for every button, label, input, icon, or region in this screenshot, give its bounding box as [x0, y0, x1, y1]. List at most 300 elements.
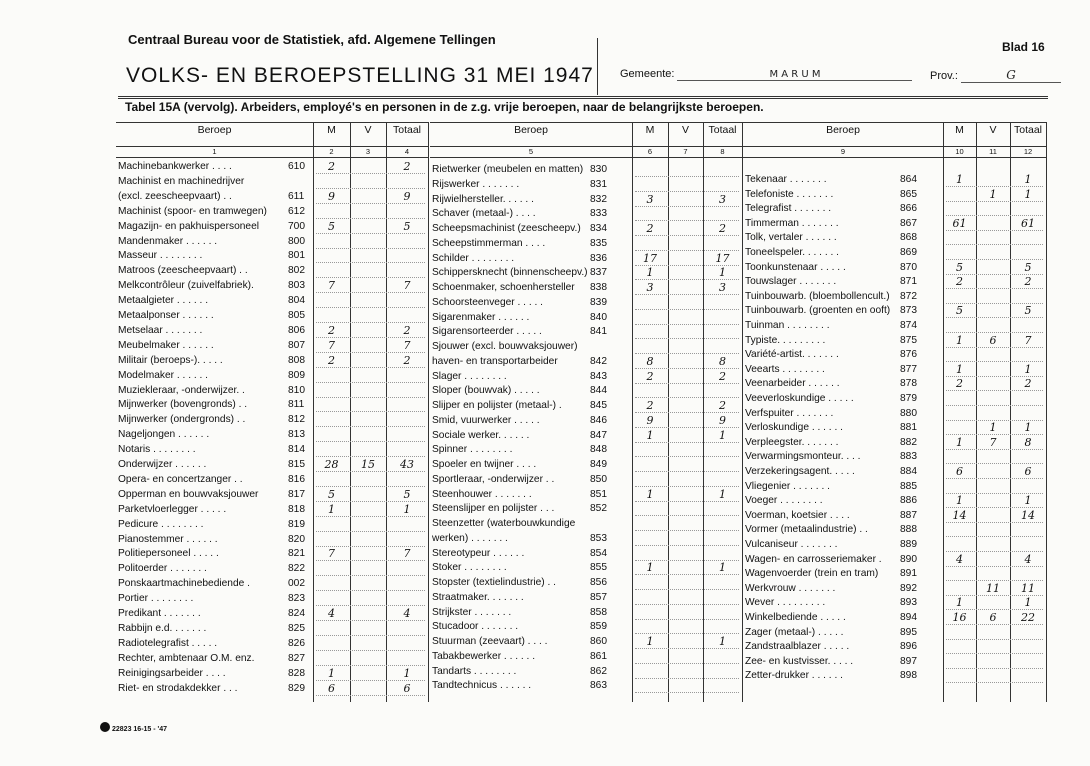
row-dotted-rule [635, 545, 739, 546]
row-dotted-rule [316, 590, 425, 591]
occupation-code: 856 [590, 577, 607, 588]
row-dotted-rule [635, 191, 739, 192]
row-dotted-rule [635, 486, 739, 487]
count-men: 4 [956, 552, 963, 566]
count-women: 6 [989, 611, 997, 624]
count-total: 4 [403, 607, 411, 620]
occupation-code: 845 [590, 400, 607, 411]
province-field [930, 68, 1061, 83]
block2-col-line-4 [742, 122, 743, 702]
occupation-label: Radiotelegrafist . . . . . [118, 637, 218, 649]
block2-column-number-4: 8 [720, 147, 725, 156]
block3-column-number-4: 12 [1023, 147, 1033, 156]
row-dotted-rule [946, 653, 1043, 654]
occupation-label: Telefoniste . . . . . . . [745, 188, 834, 200]
block1-header-m: M [327, 124, 336, 136]
count-men: 7 [328, 279, 335, 293]
row-dotted-rule [316, 307, 425, 308]
count-total: 1 [719, 487, 726, 501]
occupation-code: 828 [288, 667, 305, 679]
count-total: 5 [403, 219, 411, 233]
occupation-label: Rietwerker (meubelen en matten) [432, 164, 584, 175]
occupation-label: Predikant . . . . . . . [118, 608, 201, 619]
occupation-label: Slijper en polijster (metaal-) . [432, 400, 562, 411]
occupation-label: Mijnwerker (bovengronds) . . [118, 399, 248, 411]
row-dotted-rule [316, 486, 425, 487]
occupation-code: 821 [288, 548, 305, 560]
count-men: 1 [956, 362, 963, 376]
occupation-code: 810 [288, 384, 305, 396]
occupation-code: 838 [590, 282, 607, 293]
occupation-label: Nageljongen . . . . . . [118, 429, 210, 441]
occupation-code: 858 [590, 606, 607, 618]
occupation-code: 841 [590, 326, 607, 338]
row-dotted-rule [316, 426, 425, 427]
block1-column-number-4: 4 [404, 147, 410, 156]
occupation-code: 829 [288, 682, 305, 694]
count-men: 17 [643, 251, 657, 265]
row-dotted-rule [316, 262, 425, 263]
count-total: 3 [719, 281, 726, 294]
count-men: 5 [956, 260, 963, 274]
row-dotted-rule [635, 294, 739, 295]
occupation-label: Scheepsmachinist (zeescheepv.) [432, 223, 581, 234]
count-total: 6 [403, 681, 411, 695]
occupation-code: 876 [900, 349, 917, 361]
block3-header-beroep: Beroep [826, 124, 860, 136]
occupation-code: 884 [900, 466, 917, 477]
gemeente-field [620, 68, 912, 81]
row-dotted-rule [316, 456, 425, 457]
count-total: 1 [1024, 596, 1032, 610]
header-divider [597, 38, 598, 95]
row-dotted-rule [635, 442, 739, 443]
row-dotted-rule [635, 368, 739, 369]
count-women: 1 [989, 421, 997, 435]
occupation-code: 895 [900, 626, 917, 638]
occupation-code: 822 [288, 563, 305, 575]
occupation-label: Schoenmaker, schoenhersteller [432, 282, 575, 293]
row-dotted-rule [316, 382, 425, 383]
count-total: 3 [719, 192, 726, 206]
count-men: 1 [646, 487, 654, 501]
row-dotted-rule [635, 648, 739, 649]
occupation-label: Vulcaniseur . . . . . . . [745, 539, 838, 550]
occupation-code: 886 [900, 495, 917, 507]
occupation-code: 852 [590, 503, 607, 515]
gemeente-value: M A R U M [677, 69, 912, 81]
row-dotted-rule [946, 522, 1043, 523]
count-men: 5 [328, 487, 335, 501]
occupation-code: 820 [288, 533, 305, 545]
row-dotted-rule [316, 367, 425, 368]
occupation-code: 844 [590, 385, 607, 397]
occupation-code: 833 [590, 208, 607, 220]
row-dotted-rule [316, 650, 425, 651]
occupation-label: Metselaar . . . . . . . [118, 324, 203, 336]
occupation-label: Verpleegster. . . . . . . [745, 436, 839, 448]
count-men: 2 [956, 377, 963, 391]
row-dotted-rule [635, 412, 739, 413]
occupation-label: Steenhouwer . . . . . . . [432, 488, 532, 500]
count-total: 1 [1024, 362, 1032, 376]
occupation-label: Machinebankwerker . . . . [118, 161, 232, 172]
occupation-code: 898 [900, 670, 917, 682]
occupation-code: 877 [900, 363, 917, 375]
occupation-code: 872 [900, 290, 917, 302]
row-dotted-rule [316, 471, 425, 472]
row-dotted-rule [316, 277, 425, 278]
occupation-label: Machinist (spoor- en tramwegen) [118, 205, 267, 217]
occupation-label: Militair (beroeps-). . . . . [118, 354, 223, 366]
occupation-code: 803 [288, 280, 305, 292]
occupation-code: 815 [288, 459, 305, 470]
occupation-code: 897 [900, 655, 917, 667]
row-dotted-rule [316, 173, 425, 174]
occupation-label: Sportleraar, -onderwijzer . . [432, 473, 555, 485]
occupation-code: 819 [288, 518, 305, 530]
occupation-code: 807 [288, 339, 305, 351]
occupation-code: 002 [288, 578, 305, 590]
occupation-code: 891 [900, 568, 917, 580]
row-dotted-rule [635, 250, 739, 251]
occupation-code: 857 [590, 591, 607, 603]
count-men: 28 [324, 458, 339, 471]
count-total: 1 [1024, 494, 1032, 508]
occupation-code: 837 [590, 267, 607, 279]
occupation-label: Voeger . . . . . . . . [745, 495, 823, 507]
row-dotted-rule [635, 574, 739, 575]
occupation-label: Stucadoor . . . . . . . [432, 621, 519, 633]
occupation-label: Rijwielhersteller. . . . . . [432, 193, 534, 205]
occupation-label: Tabakbewerker . . . . . . [432, 650, 536, 662]
count-women: 1 [989, 187, 997, 201]
occupation-label: Sjouwer (excl. bouwvaksjouwer) [432, 341, 578, 352]
occupation-code: 894 [900, 612, 917, 623]
occupation-code: 801 [288, 250, 305, 262]
bureau-heading: Centraal Bureau voor de Statistiek, afd. Algemene Tellingen [128, 32, 496, 47]
block1-header-totaal: Totaal [392, 124, 422, 136]
occupation-code: 800 [288, 235, 305, 247]
row-dotted-rule [316, 546, 425, 547]
count-men: 6 [956, 465, 963, 478]
count-men: 2 [956, 275, 963, 289]
row-dotted-rule [635, 324, 739, 325]
count-total: 7 [1024, 333, 1032, 347]
occupation-label: Strijkster . . . . . . . [432, 606, 512, 618]
occupation-code: 870 [900, 261, 917, 273]
row-dotted-rule [946, 244, 1043, 245]
count-total: 1 [719, 428, 726, 442]
occupation-label: Vliegenier . . . . . . . [745, 480, 830, 492]
count-men: 2 [328, 160, 335, 173]
print-code: 22823 16-15 - '47 [112, 726, 167, 733]
row-dotted-rule [946, 259, 1043, 260]
row-dotted-rule [316, 248, 425, 249]
occupation-code: 836 [590, 252, 607, 264]
occupation-code: 700 [288, 220, 305, 232]
block3-column-number-2: 10 [955, 147, 964, 156]
occupation-label: Zager (metaal-) . . . . . [745, 626, 844, 638]
block1-top-rule [116, 122, 428, 123]
count-total: 5 [1024, 304, 1032, 318]
occupation-label: Steenzetter (waterbouwkundige [432, 518, 576, 529]
occupation-label: Matroos (zeescheepvaart) . . [118, 265, 248, 277]
row-dotted-rule [316, 620, 425, 621]
row-dotted-rule [635, 471, 739, 472]
occupation-code: 863 [590, 680, 607, 692]
block2-header-m: M [645, 124, 655, 136]
count-men: 7 [328, 547, 335, 561]
row-dotted-rule [635, 692, 739, 693]
count-total: 5 [1024, 260, 1032, 274]
row-dotted-rule [635, 515, 739, 516]
occupation-label: Zetter-drukker . . . . . . [745, 670, 843, 682]
occupation-code: 859 [590, 621, 607, 633]
count-men: 9 [328, 189, 335, 203]
occupation-label: Schoorsteenveger . . . . . [432, 296, 543, 308]
occupation-label: Sloper (bouwvak) . . . . . [432, 385, 540, 397]
occupation-label: Rijswerker . . . . . . . [432, 178, 520, 190]
header-rule [118, 96, 1048, 97]
province-label: Prov.: [930, 70, 958, 82]
occupation-label: Stuurman (zeevaart) . . . . [432, 636, 548, 647]
occupation-code: 811 [288, 399, 305, 411]
row-dotted-rule [635, 427, 739, 428]
occupation-label: Schilder . . . . . . . . [432, 252, 515, 264]
count-men: 7 [328, 338, 335, 352]
row-dotted-rule [946, 288, 1043, 289]
occupation-label: Slager . . . . . . . . [432, 370, 507, 382]
occupation-label: Rechter, ambtenaar O.M. enz. [118, 652, 255, 664]
row-dotted-rule [946, 536, 1043, 537]
count-men: 5 [956, 304, 963, 318]
count-total: 1 [719, 561, 726, 575]
occupation-code: 830 [590, 164, 607, 175]
count-men: 1 [956, 596, 963, 610]
occupation-code: 890 [900, 553, 917, 565]
count-men: 5 [328, 219, 335, 233]
count-men: 61 [952, 216, 967, 230]
block3-header-totaal: Totaal [1013, 124, 1043, 136]
occupation-label: Riet- en strodakdekker . . . [118, 682, 238, 694]
occupation-code: 864 [900, 174, 917, 185]
count-total: 1 [1024, 421, 1032, 435]
occupation-label: Muziekleraar, -onderwijzer. . [118, 384, 245, 396]
count-total: 5 [403, 487, 411, 501]
occupation-label: Vormer (metaalindustrie) . . [745, 524, 868, 536]
count-total: 8 [719, 354, 726, 368]
occupation-label: Wever . . . . . . . . . [745, 597, 826, 609]
occupation-code: 848 [590, 444, 607, 456]
occupation-label: Pedicure . . . . . . . . [118, 518, 204, 530]
row-dotted-rule [635, 206, 739, 207]
row-dotted-rule [316, 680, 425, 681]
occupation-label: Veeverloskundige . . . . . [745, 393, 854, 404]
occupation-label: Pianostemmer . . . . . . [118, 533, 218, 545]
count-men: 2 [646, 399, 654, 412]
row-dotted-rule [316, 441, 425, 442]
block2-column-number-2: 6 [647, 147, 653, 156]
row-dotted-rule [316, 337, 425, 338]
block1-body-rule [116, 157, 428, 158]
occupation-code: 849 [590, 459, 607, 470]
count-total: 9 [719, 413, 726, 427]
row-dotted-rule [635, 678, 739, 679]
occupation-label: Sigarensorteerder . . . . . [432, 326, 542, 338]
count-total: 2 [403, 160, 411, 173]
row-dotted-rule [946, 566, 1043, 567]
row-dotted-rule [316, 501, 425, 502]
occupation-code: 843 [590, 370, 607, 382]
occupation-label: Typiste. . . . . . . . . [745, 334, 826, 346]
count-total: 17 [715, 251, 730, 265]
occupation-label: Magazijn- en pakhuispersoneel [118, 220, 260, 232]
count-total: 1 [719, 266, 726, 280]
block1-column-number-3: 3 [365, 147, 371, 156]
occupation-code: 879 [900, 393, 917, 404]
row-dotted-rule [635, 176, 739, 177]
count-total: 1 [403, 502, 411, 516]
row-dotted-rule [946, 551, 1043, 552]
row-dotted-rule [635, 353, 739, 354]
occupation-label: Onderwijzer . . . . . . [118, 459, 207, 470]
row-dotted-rule [316, 218, 425, 219]
block3-col-line-4 [1046, 122, 1047, 702]
occupation-label: Stopster (textielindustrie) . . [432, 577, 556, 588]
row-dotted-rule [946, 682, 1043, 683]
occupation-code: 874 [900, 320, 917, 331]
row-dotted-rule [635, 235, 739, 236]
row-dotted-rule [316, 695, 425, 696]
occupation-code: 875 [900, 334, 917, 346]
gemeente-label: Gemeente: [620, 68, 675, 80]
row-dotted-rule [946, 405, 1043, 406]
occupation-code: 813 [288, 429, 305, 441]
occupation-code: 868 [900, 232, 917, 244]
count-women: 7 [989, 435, 997, 449]
occupation-code: 885 [900, 480, 917, 492]
row-dotted-rule [946, 449, 1043, 450]
row-dotted-rule [946, 478, 1043, 479]
occupation-label: Telegrafist . . . . . . . [745, 203, 832, 215]
occupation-code: 878 [900, 378, 917, 390]
count-total: 2 [719, 222, 726, 235]
occupation-label: Schippersknecht (binnenscheepv.) [432, 267, 588, 279]
occupation-label: Zee- en kustvisser. . . . . [745, 655, 854, 667]
occupation-code: 832 [590, 193, 607, 205]
row-dotted-rule [316, 605, 425, 606]
occupation-code: 854 [590, 547, 607, 559]
occupation-label: Tolk, vertaler . . . . . . [745, 232, 837, 244]
block3-body-rule [743, 157, 1046, 158]
occupation-code: 834 [590, 223, 607, 234]
occupation-label: Verloskundige . . . . . . [745, 422, 843, 434]
occupation-label: Sigarenmaker . . . . . . [432, 311, 530, 323]
occupation-code: 888 [900, 524, 917, 536]
occupation-label: Melkcontrôleur (zuivelfabriek). [118, 280, 254, 292]
occupation-code: 850 [590, 473, 607, 485]
row-dotted-rule [635, 501, 739, 502]
occupation-label: Tuinman . . . . . . . . [745, 320, 830, 331]
occupation-code: 814 [288, 444, 305, 456]
occupation-label: Spinner . . . . . . . . [432, 444, 513, 456]
occupation-label: Rabbijn e.d. . . . . . . [118, 622, 207, 634]
count-men: 1 [956, 173, 963, 186]
occupation-label: Portier . . . . . . . . [118, 593, 194, 605]
count-total: 7 [403, 338, 411, 352]
occupation-code: 889 [900, 539, 917, 550]
count-men: 2 [646, 369, 654, 383]
block1-column-number-1: 1 [212, 147, 217, 156]
occupation-label: Masseur . . . . . . . . [118, 250, 203, 262]
occupation-code: 611 [288, 190, 305, 202]
count-men: 2 [646, 222, 654, 235]
count-total: 2 [1024, 377, 1032, 391]
occupation-label: Schaver (metaal-) . . . . [432, 208, 536, 220]
count-men: 3 [646, 281, 654, 294]
occupation-label: Voerman, koetsier . . . . [745, 509, 850, 521]
count-men: 1 [646, 561, 654, 575]
row-dotted-rule [316, 560, 425, 561]
row-dotted-rule [316, 531, 425, 532]
row-dotted-rule [316, 188, 425, 189]
row-dotted-rule [946, 186, 1043, 187]
count-women: 15 [361, 458, 375, 471]
occupation-code: 831 [590, 178, 607, 190]
row-dotted-rule [635, 456, 739, 457]
occupation-code: 839 [590, 296, 607, 308]
occupation-label: Verfspuiter . . . . . . . [745, 407, 834, 419]
occupation-label: Toneelspeler. . . . . . . [745, 247, 839, 258]
occupation-label: Modelmaker . . . . . . [118, 369, 209, 381]
occupation-code: 825 [288, 622, 305, 634]
row-dotted-rule [316, 411, 425, 412]
block3-header-m: M [955, 124, 964, 136]
occupation-code: 865 [900, 188, 917, 200]
occupation-code: 827 [288, 652, 305, 664]
block3-column-number-1: 9 [840, 147, 846, 156]
occupation-label: werken) . . . . . . . [432, 532, 508, 544]
row-dotted-rule [316, 635, 425, 636]
occupation-code: 802 [288, 265, 305, 277]
block3-header-v: V [989, 124, 997, 136]
row-dotted-rule [316, 322, 425, 323]
count-men: 1 [646, 428, 654, 442]
occupation-code: 806 [288, 324, 305, 336]
block3-top-rule [743, 122, 1046, 123]
row-dotted-rule [946, 668, 1043, 669]
occupation-code: 804 [288, 295, 305, 307]
block2-header-totaal: Totaal [708, 124, 737, 136]
row-dotted-rule [635, 309, 739, 310]
occupation-code: 853 [590, 532, 607, 544]
occupation-label: Machinist en machinedrijver [118, 175, 245, 187]
occupation-label: Verzekeringsagent. . . . . [745, 466, 855, 477]
row-dotted-rule [635, 663, 739, 664]
block2-column-number-1: 5 [528, 147, 534, 156]
count-total: 43 [400, 458, 414, 471]
block2-top-rule [430, 122, 742, 123]
count-total: 14 [1021, 508, 1035, 522]
row-dotted-rule [635, 589, 739, 590]
row-dotted-rule [946, 201, 1043, 202]
count-men: 1 [956, 494, 963, 508]
block1-header-v: V [364, 124, 372, 136]
count-total: 22 [1021, 611, 1035, 624]
occupation-label: Mandenmaker . . . . . . [118, 235, 218, 247]
count-total: 9 [403, 189, 411, 203]
